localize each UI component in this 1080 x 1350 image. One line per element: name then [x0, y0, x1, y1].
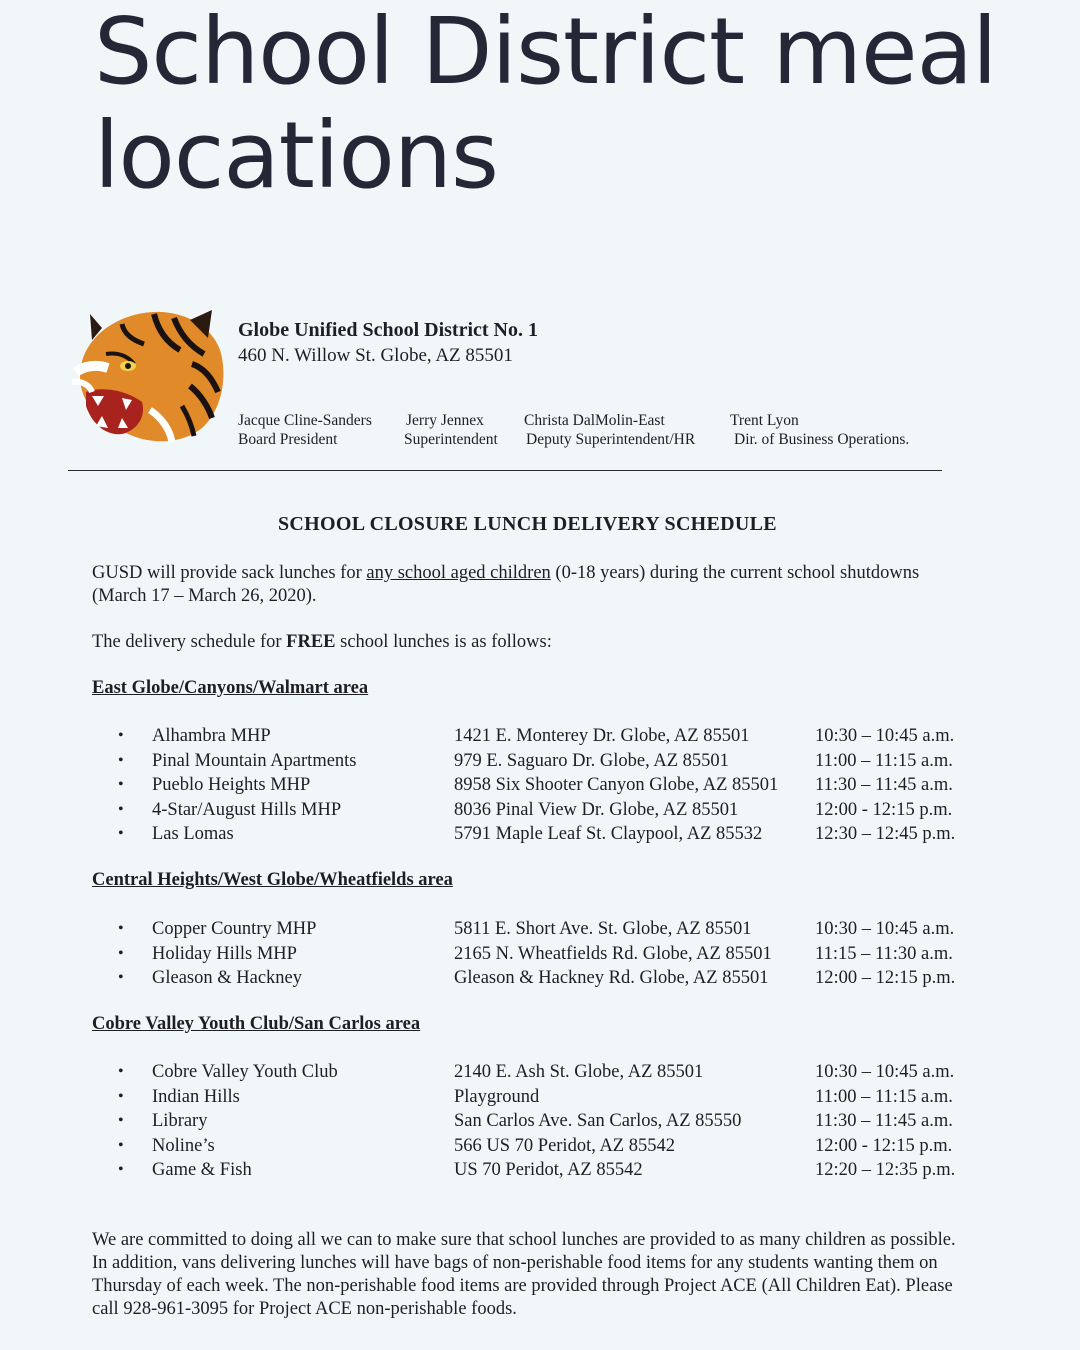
staff-title: Superintendent — [404, 431, 498, 448]
list-item — [118, 942, 998, 967]
schedule-intro-text: school lunches is as follows: — [335, 632, 552, 652]
list-item — [118, 1158, 998, 1183]
intro-text: GUSD will provide sack lunches for — [92, 563, 367, 583]
location-address: 566 US 70 Peridot, AZ 85542 — [454, 1135, 675, 1156]
section-heading: East Globe/Canyons/Walmart area — [92, 678, 369, 698]
location-address: 8958 Six Shooter Canyon Globe, AZ 85501 — [454, 775, 779, 796]
delivery-time: 12:30 – 12:45 p.m. — [815, 824, 956, 845]
staff-title: Deputy Superintendent/HR — [526, 431, 696, 448]
staff-title: Dir. of Business Operations. — [734, 431, 910, 448]
location-name: Alhambra MHP — [152, 726, 271, 746]
list-item — [118, 724, 998, 749]
closing-paragraph: We are committed to doing all we can to make sure that school lunches are provided to as many children as possible. In addition, vans delivering lunches will have bags of non-perishable food items for any students wanting them on Thursday of each week. The non-perishable food items are provided through Project ACE (All Children Eat). Please call 928-961-3095 for Project ACE non-perishable foods. — [92, 1230, 956, 1319]
headline-line-2: locations — [94, 102, 498, 209]
staff-name: Jacque Cline-Sanders — [238, 412, 372, 429]
schedule-intro-bold: FREE — [286, 632, 336, 652]
bullet: • — [118, 1136, 124, 1154]
location-name: Gleason & Hackney — [152, 968, 303, 989]
location-name: Pinal Mountain Apartments — [152, 750, 357, 771]
bullet: • — [118, 944, 124, 962]
location-name: Las Lomas — [152, 824, 234, 845]
delivery-time: 10:30 – 10:45 a.m. — [815, 726, 955, 746]
intro-text: (0-18 years) during the current school shutdowns — [550, 563, 920, 583]
delivery-time: 10:30 – 10:45 a.m. — [815, 1062, 955, 1082]
bullet: • — [118, 1161, 124, 1179]
list-item — [118, 822, 998, 847]
bullet: • — [118, 825, 124, 843]
list-item — [118, 749, 998, 774]
org-name: Globe Unified School District No. 1 — [238, 319, 538, 341]
staff-name: Trent Lyon — [730, 412, 799, 429]
location-address: 979 E. Saguaro Dr. Globe, AZ 85501 — [454, 750, 729, 771]
bullet: • — [118, 1112, 124, 1130]
staff-member — [238, 411, 372, 449]
list-item — [118, 1085, 998, 1110]
tiger-head-icon — [62, 306, 230, 446]
delivery-time: 12:20 – 12:35 p.m. — [815, 1160, 956, 1181]
delivery-time: 11:15 – 11:30 a.m. — [815, 943, 953, 964]
staff-member — [404, 411, 498, 449]
list-item — [118, 798, 998, 823]
location-list — [118, 724, 998, 847]
list-item — [118, 1134, 998, 1159]
list-item — [118, 1109, 998, 1134]
location-name: Copper Country MHP — [152, 919, 317, 939]
staff-member — [524, 411, 695, 449]
bullet: • — [118, 1063, 124, 1080]
location-address: 5791 Maple Leaf St. Claypool, AZ 85532 — [454, 824, 763, 845]
delivery-time: 11:00 – 11:15 a.m. — [815, 1086, 953, 1107]
bullet: • — [118, 800, 124, 818]
delivery-time: 11:30 – 11:45 a.m. — [815, 775, 953, 796]
staff-member — [730, 411, 909, 449]
location-name: Noline’s — [152, 1135, 215, 1156]
headline-line-1: School District meal — [94, 0, 997, 105]
location-name: Holiday Hills MHP — [152, 943, 297, 964]
bullet: • — [118, 969, 124, 987]
location-name: Pueblo Heights MHP — [152, 775, 311, 796]
intro-dates: (March 17 – March 26, 2020). — [92, 586, 317, 606]
delivery-time: 10:30 – 10:45 a.m. — [815, 919, 955, 939]
delivery-time: 12:00 – 12:15 p.m. — [815, 968, 956, 989]
staff-name: Jerry Jennex — [406, 412, 484, 429]
bullet: • — [118, 1087, 124, 1105]
delivery-time: 12:00 - 12:15 p.m. — [815, 799, 953, 820]
list-item — [118, 966, 998, 991]
section-heading: Cobre Valley Youth Club/San Carlos area — [92, 1014, 421, 1034]
delivery-time: 11:30 – 11:45 a.m. — [815, 1111, 953, 1132]
location-address: 1421 E. Monterey Dr. Globe, AZ 85501 — [454, 726, 750, 746]
section-heading: Central Heights/West Globe/Wheatfields area — [92, 870, 453, 890]
letterhead-divider — [68, 470, 942, 471]
schedule-intro — [92, 631, 552, 654]
org-address: 460 N. Willow St. Globe, AZ 85501 — [238, 345, 513, 366]
location-address: Playground — [454, 1086, 540, 1107]
page-headline — [94, 0, 1054, 208]
location-address: 5811 E. Short Ave. St. Globe, AZ 85501 — [454, 919, 752, 939]
bullet: • — [118, 751, 124, 769]
document-title: SCHOOL CLOSURE LUNCH DELIVERY SCHEDULE — [278, 513, 777, 535]
staff-name: Christa DalMolin-East — [524, 412, 665, 429]
bullet: • — [118, 776, 124, 794]
staff-title: Board President — [238, 431, 338, 448]
location-address: 2140 E. Ash St. Globe, AZ 85501 — [454, 1062, 704, 1082]
list-item — [118, 917, 998, 942]
location-address: 8036 Pinal View Dr. Globe, AZ 85501 — [454, 799, 739, 820]
location-list — [118, 1060, 998, 1183]
location-name: Game & Fish — [152, 1160, 252, 1181]
intro-paragraph — [92, 562, 919, 608]
delivery-time: 11:00 – 11:15 a.m. — [815, 750, 953, 771]
location-address: 2165 N. Wheatfields Rd. Globe, AZ 85501 — [454, 943, 772, 964]
schedule-intro-text: The delivery schedule for — [92, 632, 287, 652]
location-name: Library — [152, 1111, 208, 1132]
location-address: Gleason & Hackney Rd. Globe, AZ 85501 — [454, 968, 769, 989]
location-name: Indian Hills — [152, 1086, 240, 1107]
location-name: 4-Star/August Hills MHP — [152, 799, 342, 820]
bullet: • — [118, 727, 124, 744]
location-address: US 70 Peridot, AZ 85542 — [454, 1160, 643, 1181]
location-name: Cobre Valley Youth Club — [152, 1062, 338, 1082]
list-item — [118, 1060, 998, 1085]
intro-underlined-text: any school aged children — [366, 563, 551, 583]
bullet: • — [118, 920, 124, 937]
location-list — [118, 917, 998, 991]
delivery-time: 12:00 - 12:15 p.m. — [815, 1135, 953, 1156]
list-item — [118, 773, 998, 798]
location-address: San Carlos Ave. San Carlos, AZ 85550 — [454, 1111, 742, 1132]
